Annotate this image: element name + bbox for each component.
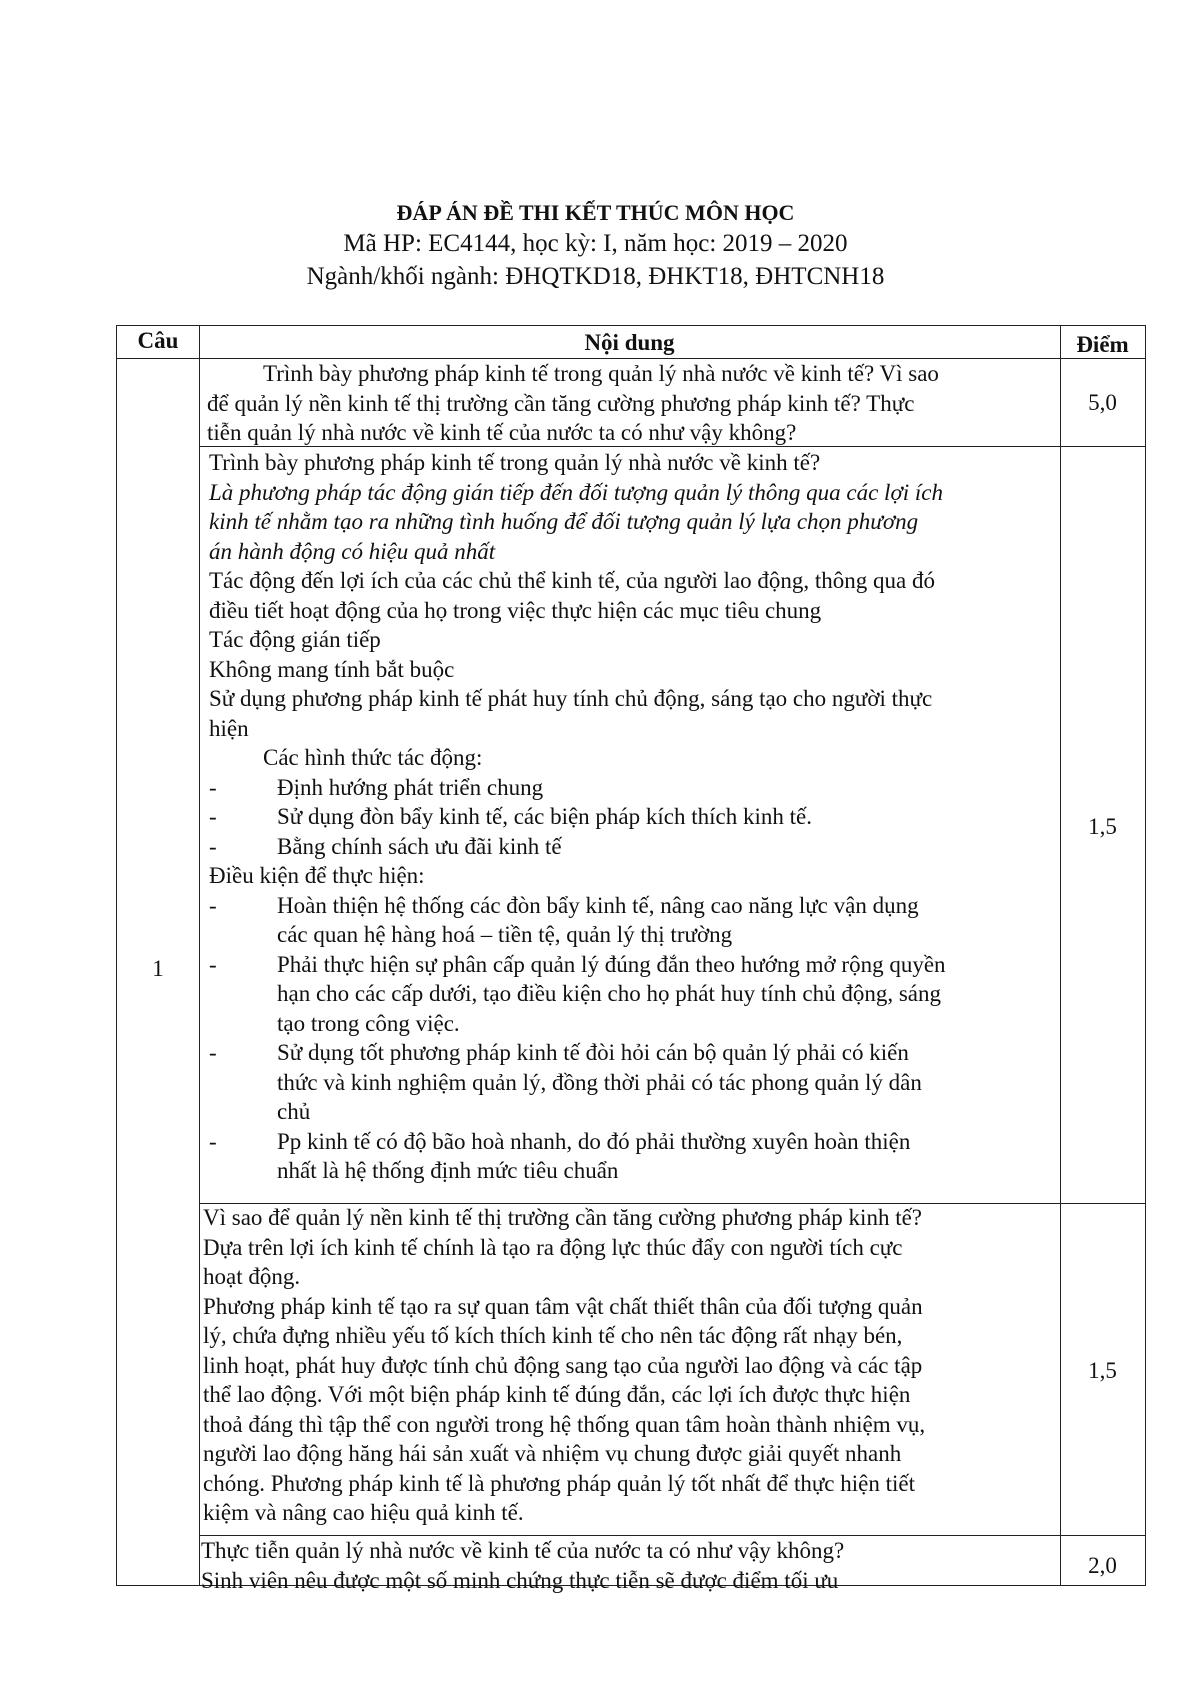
condition-item: [209, 1038, 1059, 1068]
form-item: [209, 802, 1059, 832]
text-line: nhất là hệ thống định mức tiêu chuẩn: [277, 1158, 619, 1183]
text-line: tiễn quản lý nhà nước về kinh tế của nước ta có như vậy không?: [207, 420, 797, 445]
text-line: chủ: [277, 1099, 311, 1124]
bullet-dash: -: [209, 892, 217, 918]
conditions-label: Điều kiện để thực hiện:: [209, 863, 425, 888]
condition-item: [209, 1127, 1059, 1157]
part3-content: [201, 1536, 1051, 1595]
text-line: tạo trong công việc.: [277, 1010, 460, 1036]
bullet-text: Phải thực hiện sự phân cấp quản lý đúng đắn theo hướng mở rộng quyền: [277, 951, 946, 977]
bullet-dash: -: [209, 804, 217, 829]
text-line: lý, chứa đựng nhiều yếu tố kích thích kinh tế cho nên tác động rất nhạy bén,: [203, 1323, 903, 1348]
condition-item: [209, 891, 1059, 921]
text-line: kinh tế nhằm tạo ra những tình huống để đối tượng quản lý lựa chọn phương: [209, 509, 919, 534]
form-item: [209, 773, 1059, 803]
text-line: thể lao động. Với một biện pháp kinh tế đúng đắn, các lợi ích được thực hiện: [203, 1382, 911, 1407]
text-line: Là phương pháp tác động gián tiếp đến đối tượng quản lý thông qua các lợi ích: [209, 479, 943, 505]
document-title: ĐÁP ÁN ĐỀ THI KẾT THÚC MÔN HỌC: [396, 200, 795, 225]
header-diem: Điểm: [1076, 332, 1129, 357]
bullet-text: Định hướng phát triển chung: [277, 774, 544, 800]
text-line: Vì sao để quản lý nền kinh tế thị trường cần tăng cường phương pháp kinh tế?: [203, 1205, 923, 1230]
text-line: các quan hệ hàng hoá – tiền tệ, quản lý thị trường: [277, 922, 733, 947]
column-divider: [1060, 326, 1061, 1585]
part1-score: 1,5: [1088, 814, 1117, 839]
text-line: Sinh viên nêu được một số minh chứng thực tiễn sẽ được điểm tối ưu: [201, 1567, 839, 1593]
bullet-dash: -: [209, 951, 217, 977]
bullet-text: Sử dụng đòn bẩy kinh tế, các biện pháp kích thích kinh tế.: [277, 804, 812, 829]
text-line: để quản lý nền kinh tế thị trường cần tăng cường phương pháp kinh tế? Thực: [207, 390, 915, 416]
question-text: [207, 359, 1057, 448]
text-line: hiện: [209, 715, 249, 741]
header-noi-dung: Nội dung: [584, 330, 675, 355]
column-divider: [199, 326, 200, 1585]
text-line: thức và kinh nghiệm quản lý, đồng thời phải có tác phong quản lý dân: [277, 1069, 922, 1095]
bullet-dash: -: [209, 1040, 217, 1065]
text-line: Trình bày phương pháp kinh tế trong quản lý nhà nước về kinh tế?: [209, 450, 821, 475]
text-line: Trình bày phương pháp kinh tế trong quản lý nhà nước về kinh tế? Vì sao: [263, 361, 939, 386]
text-line: chóng. Phương pháp kinh tế là phương pháp quản lý tốt nhất để thực hiện tiết: [203, 1470, 915, 1496]
text-line: hoạt động.: [203, 1264, 301, 1289]
bullet-text: Pp kinh tế có độ bão hoà nhanh, do đó phải thường xuyên hoàn thiện: [277, 1128, 911, 1154]
question-number: 1: [152, 956, 164, 981]
bullet-text: Hoàn thiện hệ thống các đòn bẩy kinh tế, nâng cao năng lực vận dụng: [277, 892, 919, 918]
text-line: thoả đáng thì tập thể con người trong hệ thống quan tâm hoàn thành nhiệm vụ,: [203, 1411, 926, 1437]
part3-score: 2,0: [1088, 1553, 1117, 1578]
part1-content: [209, 448, 1059, 1186]
text-line: Tác động đến lợi ích của các chủ thể kinh tế, của người lao động, thông qua đó: [209, 568, 935, 593]
answer-table: [116, 325, 1146, 1593]
condition-item: [209, 950, 1059, 980]
text-line: Dựa trên lợi ích kinh tế chính là tạo ra động lực thúc đẩy con người tích cực: [203, 1234, 903, 1260]
text-line: người lao động hăng hái sản xuất và nhiệm vụ chung được giải quyết nhanh: [203, 1441, 902, 1466]
text-line: Không mang tính bắt buộc: [209, 656, 455, 682]
question-score: 5,0: [1088, 390, 1117, 415]
text-line: Tác động gián tiếp: [209, 627, 381, 652]
bullet-dash: -: [209, 774, 217, 800]
text-line: Thực tiễn quản lý nhà nước về kinh tế của nước ta có như vậy không?: [201, 1538, 845, 1563]
text-line: Sử dụng phương pháp kinh tế phát huy tính chủ động, sáng tạo cho người thực: [209, 686, 933, 711]
majors-info: Ngành/khối ngành: ĐHQTKD18, ĐHKT18, ĐHTCNH18: [306, 263, 885, 290]
form-item: [209, 832, 1059, 862]
bullet-text: Bằng chính sách ưu đãi kinh tế: [277, 833, 562, 859]
course-info: Mã HP: EC4144, học kỳ: I, năm học: 2019 – 2020: [343, 230, 848, 257]
bullet-text: Sử dụng tốt phương pháp kinh tế đòi hỏi cán bộ quản lý phải có kiến: [277, 1040, 909, 1065]
text-line: linh hoạt, phát huy được tính chủ động sang tạo của người lao động và các tập: [203, 1352, 923, 1378]
header-cau: Câu: [137, 328, 179, 353]
bullet-dash: -: [209, 833, 217, 859]
text-line: án hành động có hiệu quả nhất: [209, 538, 496, 564]
part2-content: [203, 1203, 1053, 1528]
text-line: Các hình thức tác động:: [263, 745, 483, 770]
text-line: Phương pháp kinh tế tạo ra sự quan tâm vật chất thiết thân của đối tượng quản: [203, 1293, 923, 1319]
part2-score: 1,5: [1088, 1358, 1117, 1383]
text-line: kiệm và nâng cao hiệu quả kinh tế.: [203, 1500, 524, 1525]
bullet-dash: -: [209, 1128, 217, 1154]
text-line: điều tiết hoạt động của họ trong việc thực hiện các mục tiêu chung: [209, 597, 822, 623]
text-line: hạn cho các cấp dưới, tạo điều kiện cho họ phát huy tính chủ động, sáng: [277, 981, 941, 1006]
